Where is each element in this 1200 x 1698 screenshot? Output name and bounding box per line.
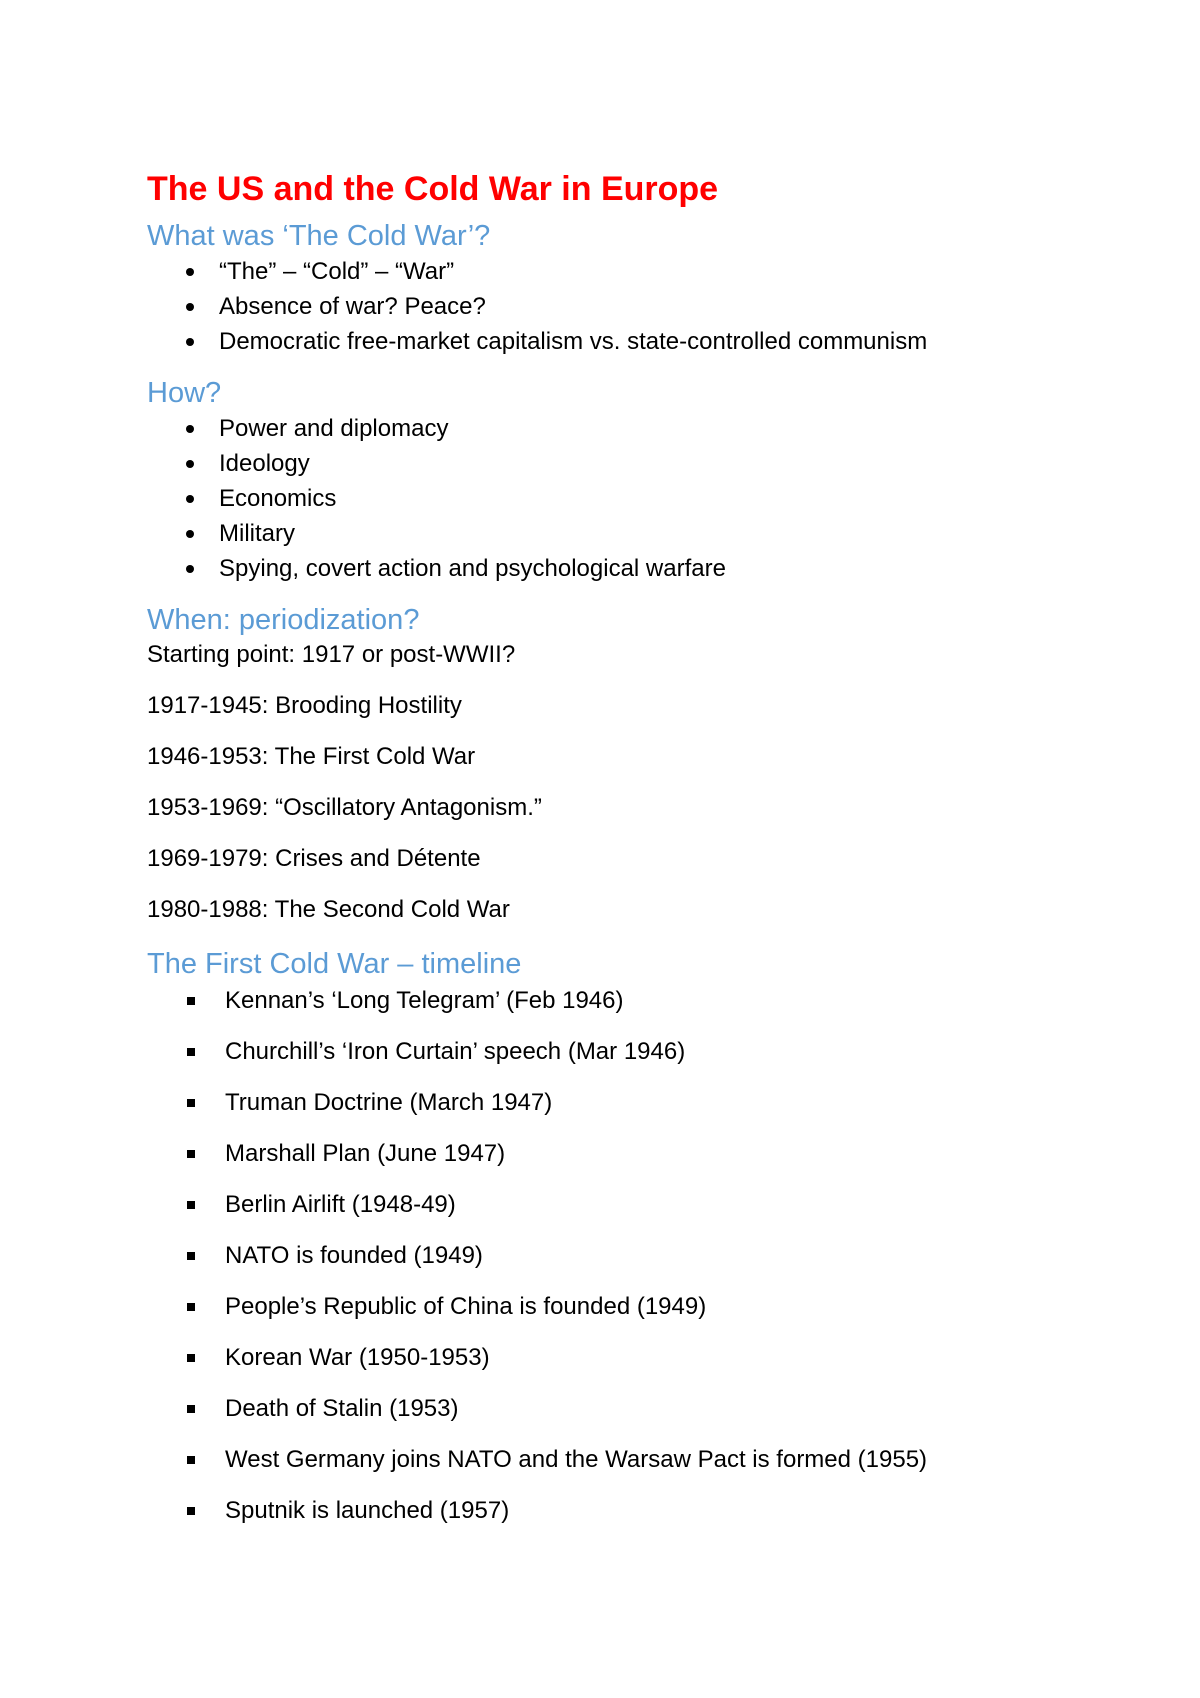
heading-when-periodization: When: periodization? bbox=[147, 604, 420, 636]
bullet-icon bbox=[186, 460, 194, 468]
bullet-icon bbox=[186, 303, 194, 311]
bullet-icon bbox=[186, 338, 194, 346]
square-bullet-icon bbox=[187, 1303, 195, 1311]
square-bullet-icon bbox=[187, 997, 195, 1005]
square-bullet-icon bbox=[187, 1099, 195, 1107]
timeline-item-text: NATO is founded (1949) bbox=[225, 1242, 483, 1269]
periodization-paragraph: 1946-1953: The First Cold War bbox=[147, 743, 476, 770]
timeline-item-text: Death of Stalin (1953) bbox=[225, 1395, 459, 1422]
bullet-icon bbox=[186, 268, 194, 276]
square-bullet-icon bbox=[187, 1507, 195, 1515]
list-item bbox=[147, 446, 1107, 481]
list-item bbox=[147, 411, 1107, 446]
periodization-paragraph: 1980-1988: The Second Cold War bbox=[147, 896, 510, 923]
timeline-item-text: Marshall Plan (June 1947) bbox=[225, 1140, 506, 1167]
document-page bbox=[147, 168, 1107, 1547]
bullet-icon bbox=[186, 565, 194, 573]
square-bullet-icon bbox=[187, 1405, 195, 1413]
periodization-paragraph: 1969-1979: Crises and Détente bbox=[147, 845, 481, 872]
periodization-paragraph: 1917-1945: Brooding Hostility bbox=[147, 692, 462, 719]
timeline-item-text: Berlin Airlift (1948-49) bbox=[225, 1191, 456, 1218]
bullet-icon bbox=[186, 530, 194, 538]
timeline-item bbox=[147, 986, 1107, 1016]
timeline-item-text: Churchill’s ‘Iron Curtain’ speech (Mar 1946) bbox=[225, 1038, 686, 1065]
list-item-text: Spying, covert action and psychological warfare bbox=[219, 555, 726, 582]
timeline-item bbox=[147, 1343, 1107, 1373]
list-item bbox=[147, 481, 1107, 516]
square-bullet-icon bbox=[187, 1456, 195, 1464]
timeline-item bbox=[147, 1292, 1107, 1322]
what-list bbox=[147, 254, 1107, 359]
timeline-item bbox=[147, 1394, 1107, 1424]
bullet-icon bbox=[186, 495, 194, 503]
square-bullet-icon bbox=[187, 1252, 195, 1260]
timeline-item bbox=[147, 1037, 1107, 1067]
square-bullet-icon bbox=[187, 1201, 195, 1209]
square-bullet-icon bbox=[187, 1354, 195, 1362]
timeline-item-text: Truman Doctrine (March 1947) bbox=[225, 1089, 553, 1116]
timeline-item-text: Korean War (1950-1953) bbox=[225, 1344, 490, 1371]
timeline-item-text: People’s Republic of China is founded (1949) bbox=[225, 1293, 707, 1320]
list-item bbox=[147, 516, 1107, 551]
list-item-text: “The” – “Cold” – “War” bbox=[219, 258, 455, 285]
list-item bbox=[147, 289, 1107, 324]
timeline-item bbox=[147, 1190, 1107, 1220]
timeline-item bbox=[147, 1496, 1107, 1526]
list-item bbox=[147, 551, 1107, 586]
periodization-paragraph: 1953-1969: “Oscillatory Antagonism.” bbox=[147, 794, 542, 821]
periodization-paragraph: Starting point: 1917 or post-WWII? bbox=[147, 641, 516, 668]
timeline-item bbox=[147, 1241, 1107, 1271]
square-bullet-icon bbox=[187, 1048, 195, 1056]
timeline-item-text: West Germany joins NATO and the Warsaw Pact is formed (1955) bbox=[225, 1446, 928, 1473]
list-item-text: Military bbox=[219, 520, 295, 547]
timeline-item bbox=[147, 1139, 1107, 1169]
list-item-text: Economics bbox=[219, 485, 337, 512]
bullet-icon bbox=[186, 425, 194, 433]
timeline-item-text: Sputnik is launched (1957) bbox=[225, 1497, 510, 1524]
list-item-text: Power and diplomacy bbox=[219, 415, 449, 442]
timeline-list bbox=[147, 986, 1107, 1526]
heading-first-cold-war-timeline: The First Cold War – timeline bbox=[147, 948, 522, 980]
list-item bbox=[147, 254, 1107, 289]
page-title: The US and the Cold War in Europe bbox=[147, 170, 719, 208]
heading-how: How? bbox=[147, 377, 222, 409]
how-list bbox=[147, 411, 1107, 586]
square-bullet-icon bbox=[187, 1150, 195, 1158]
list-item-text: Absence of war? Peace? bbox=[219, 293, 486, 320]
list-item-text: Democratic free-market capitalism vs. state-controlled communism bbox=[219, 328, 928, 355]
timeline-item bbox=[147, 1088, 1107, 1118]
timeline-item-text: Kennan’s ‘Long Telegram’ (Feb 1946) bbox=[225, 987, 624, 1014]
heading-what-was-cold-war: What was ‘The Cold War’? bbox=[147, 220, 491, 252]
list-item bbox=[147, 324, 1107, 359]
list-item-text: Ideology bbox=[219, 450, 310, 477]
timeline-item bbox=[147, 1445, 1107, 1475]
